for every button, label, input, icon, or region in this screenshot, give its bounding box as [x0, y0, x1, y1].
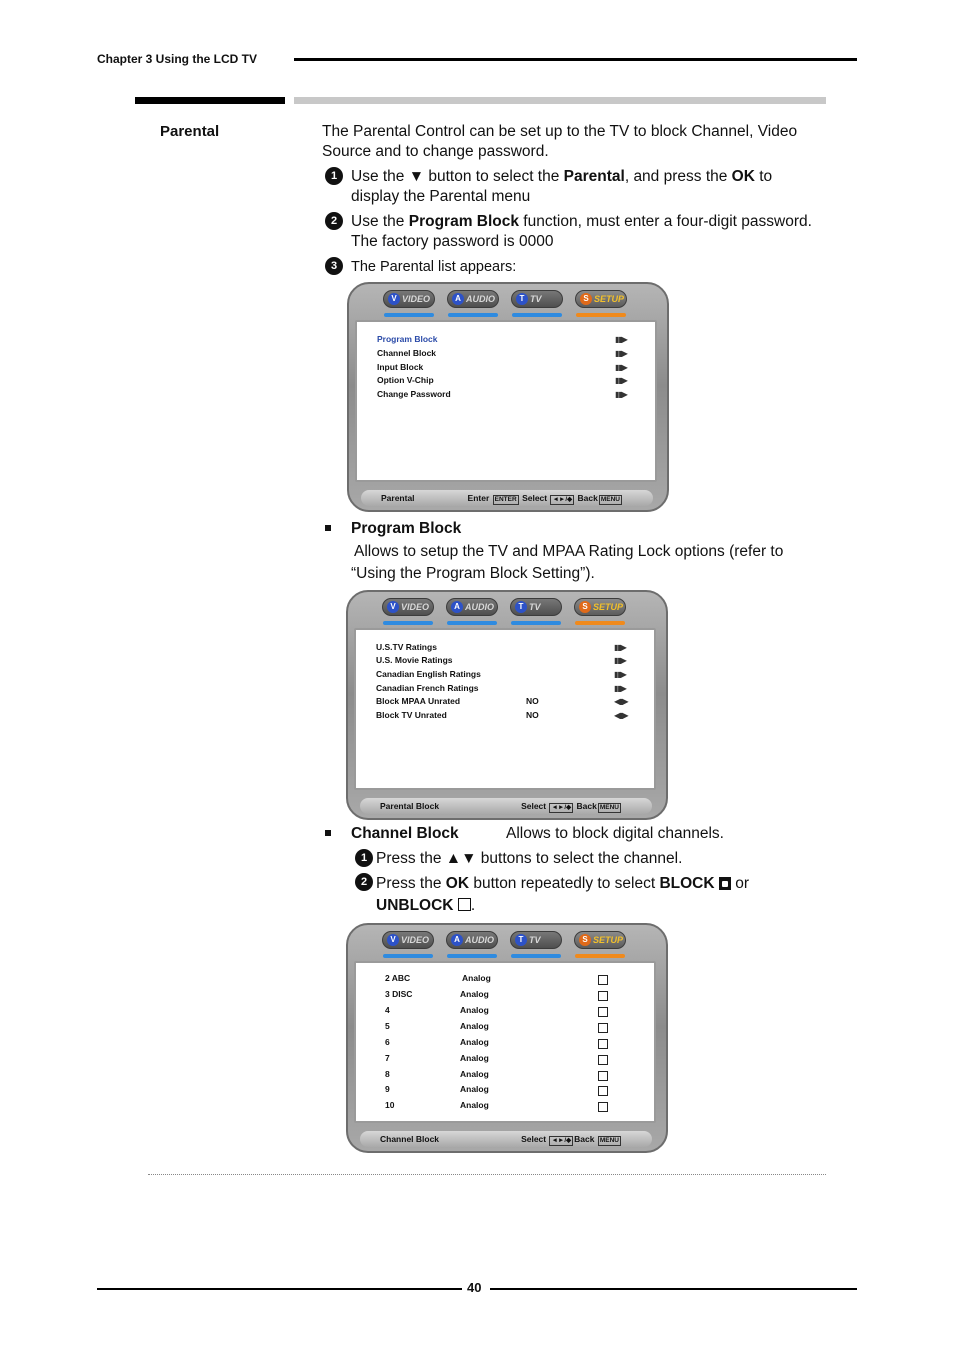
step-number-icon: 2 — [355, 873, 373, 891]
bullet-icon — [325, 830, 331, 836]
submenu-arrow-icon: ▮▮▶ — [614, 670, 626, 679]
step-number-icon: 1 — [355, 849, 373, 867]
menu-item-canadian-english[interactable]: Canadian English Ratings — [376, 669, 481, 679]
menu-item-canadian-french[interactable]: Canadian French Ratings — [376, 683, 479, 693]
menu-item-input-block[interactable]: Input Block — [377, 362, 424, 372]
step-text: Use the ▼ button to select the Parental, and press the OK to display the Parental menu — [351, 168, 773, 205]
page-number: 40 — [467, 1280, 482, 1295]
menu-item-us-tv-ratings[interactable]: U.S.TV Ratings — [376, 642, 437, 652]
video-icon: V — [388, 293, 400, 305]
tab-underline-active — [575, 954, 625, 958]
section-label: Parental — [160, 123, 220, 140]
footer-title: Parental Block — [380, 801, 440, 811]
channel-type: Analog — [460, 1053, 489, 1063]
mpaa-unrated-value: NO — [526, 696, 539, 706]
channel-number: 5 — [385, 1021, 390, 1031]
tab-underline — [512, 313, 562, 317]
enter-key-icon: ENTER — [494, 496, 517, 503]
menu-item-option-vchip[interactable]: Option V-Chip — [377, 375, 434, 385]
tv-screen-channel-block — [346, 923, 668, 1153]
tab-underline — [447, 621, 497, 625]
section-bar-light — [294, 97, 826, 104]
menu-panel — [354, 628, 656, 790]
submenu-arrow-icon: ▮▮▶ — [614, 656, 626, 665]
tab-tv[interactable]: T TV — [510, 598, 562, 616]
step-text: Use the Program Block function, must enter a four-digit password. The factory password is 0000 — [351, 213, 812, 250]
header-rule — [294, 58, 857, 61]
channel-checkbox[interactable] — [598, 1102, 608, 1112]
program-block-desc: Allows to setup the TV and MPAA Rating Lock options (refer to “Using the Program Block Setting”). — [351, 543, 784, 582]
channel-checkbox[interactable] — [598, 1039, 608, 1049]
left-right-arrow-icon: ◀▮▶ — [614, 697, 628, 706]
footer-hints: Enter ENTER Select ◄►/◆ Back MENU — [467, 493, 620, 503]
menu-key-icon: MENU — [600, 496, 620, 503]
channel-checkbox[interactable] — [598, 1023, 608, 1033]
tab-audio[interactable]: A AUDIO — [446, 598, 498, 616]
tab-underline — [447, 954, 497, 958]
tv-unrated-value: NO — [526, 710, 539, 720]
step-number: 2 — [325, 212, 343, 230]
tv-icon: T — [516, 293, 528, 305]
channel-type: Analog — [462, 973, 491, 983]
channel-type: Analog — [460, 1005, 489, 1015]
chapter-header: Chapter 3 Using the LCD TV — [97, 52, 258, 66]
tab-underline — [511, 621, 561, 625]
section-intro: The Parental Control can be set up to the TV to block Channel, Video Source and to change password. — [322, 123, 798, 160]
submenu-arrow-icon: ▮▮▶ — [615, 335, 627, 344]
channel-type: Analog — [460, 1037, 489, 1047]
video-icon: V — [387, 934, 399, 946]
channel-type: Analog — [460, 1069, 489, 1079]
tab-underline — [383, 621, 433, 625]
channel-number: 2 ABC — [385, 973, 411, 983]
channel-number: 10 — [385, 1100, 395, 1110]
tab-video[interactable]: V VIDEO — [382, 598, 434, 616]
channel-checkbox[interactable] — [598, 1086, 608, 1096]
unchecked-box-icon — [458, 898, 471, 911]
step-text: The Parental list appears: — [351, 259, 517, 275]
step-number: 1 — [325, 167, 343, 185]
nav-key-icon: ◄►/◆ — [552, 496, 573, 503]
footer-hints: Select ◄►/◆ Back MENU — [521, 801, 619, 811]
tab-audio[interactable]: A AUDIO — [447, 290, 499, 308]
footer-rule — [490, 1288, 857, 1290]
footer-title: Channel Block — [380, 1134, 440, 1144]
submenu-arrow-icon: ▮▮▶ — [615, 390, 627, 399]
channel-type: Analog — [460, 1084, 489, 1094]
audio-icon: A — [451, 934, 463, 946]
channel-step-2: Press the OK button repeatedly to select BLOCK or UNBLOCK . — [376, 875, 749, 914]
channel-type: Analog — [460, 989, 489, 999]
submenu-arrow-icon: ▮▮▶ — [615, 376, 627, 385]
channel-checkbox[interactable] — [598, 1055, 608, 1065]
tab-underline — [511, 954, 561, 958]
tv-icon: T — [515, 601, 527, 613]
channel-block-desc: Allows to block digital channels. — [506, 825, 724, 842]
channel-step-1: Press the ▲▼ buttons to select the channel. — [376, 850, 683, 867]
footer-rule — [97, 1288, 462, 1290]
channel-number: 6 — [385, 1037, 390, 1047]
tab-underline-active — [576, 313, 626, 317]
setup-icon: S — [579, 934, 591, 946]
tab-video[interactable]: V VIDEO — [382, 931, 434, 949]
tab-tv[interactable]: T TV — [510, 931, 562, 949]
channel-number: 3 DISC — [385, 989, 413, 999]
menu-item-block-tv-unrated[interactable]: Block TV Unrated — [376, 710, 447, 720]
submenu-arrow-icon: ▮▮▶ — [615, 349, 627, 358]
channel-number: 8 — [385, 1069, 390, 1079]
menu-item-block-mpaa-unrated[interactable]: Block MPAA Unrated — [376, 696, 461, 706]
left-right-arrow-icon: ◀▮▶ — [614, 711, 628, 720]
nav-key-icon: ◄►/◆ — [551, 1137, 572, 1144]
menu-item-change-password[interactable]: Change Password — [377, 389, 451, 399]
footer-title: Parental — [381, 493, 415, 503]
channel-checkbox[interactable] — [598, 975, 608, 985]
tab-audio[interactable]: A AUDIO — [446, 931, 498, 949]
lock-icon — [719, 877, 731, 890]
tab-underline — [448, 313, 498, 317]
up-down-arrows-icon: ▲▼ — [445, 850, 477, 867]
channel-list-panel — [354, 961, 656, 1123]
menu-key-icon: MENU — [599, 1137, 619, 1144]
submenu-arrow-icon: ▮▮▶ — [614, 643, 626, 652]
section-bar-dark — [135, 97, 285, 104]
channel-checkbox[interactable] — [598, 1071, 608, 1081]
bullet-icon — [325, 525, 331, 531]
channel-type: Analog — [460, 1021, 489, 1031]
menu-item-channel-block[interactable]: Channel Block — [377, 348, 437, 358]
menu-item-program-block[interactable]: Program Block — [377, 334, 438, 344]
tv-screen-parental-block — [346, 590, 668, 820]
setup-icon: S — [579, 601, 591, 613]
tv-screen-parental — [347, 282, 669, 512]
nav-key-icon: ◄►/◆ — [551, 804, 572, 811]
video-icon: V — [387, 601, 399, 613]
footer-hints: Select ◄►/◆ Back MENU — [521, 1134, 619, 1144]
tv-tab-bar — [383, 290, 637, 312]
channel-number: 7 — [385, 1053, 390, 1063]
submenu-arrow-icon: ▮▮▶ — [615, 363, 627, 372]
tv-icon: T — [515, 934, 527, 946]
tab-setup[interactable]: S SETUP — [574, 931, 626, 949]
menu-footer — [361, 490, 653, 506]
program-block-title: Program Block — [351, 520, 462, 537]
tab-underline — [384, 313, 434, 317]
audio-icon: A — [452, 293, 464, 305]
tab-underline — [383, 954, 433, 958]
menu-key-icon: MENU — [599, 804, 619, 811]
setup-icon: S — [580, 293, 592, 305]
tab-video[interactable]: V VIDEO — [383, 290, 435, 308]
channel-type: Analog — [460, 1100, 489, 1110]
menu-item-us-movie-ratings[interactable]: U.S. Movie Ratings — [376, 655, 453, 665]
menu-footer — [360, 1131, 652, 1147]
tab-tv[interactable]: T TV — [511, 290, 563, 308]
channel-number: 4 — [385, 1005, 390, 1015]
menu-panel — [355, 320, 657, 482]
channel-block-title: Channel Block — [351, 825, 459, 842]
section-divider — [148, 1174, 826, 1175]
channel-number: 9 — [385, 1084, 390, 1094]
tab-underline-active — [575, 621, 625, 625]
menu-footer — [360, 798, 652, 814]
step-number: 3 — [325, 257, 343, 275]
audio-icon: A — [451, 601, 463, 613]
channel-checkbox[interactable] — [598, 991, 608, 1001]
channel-checkbox[interactable] — [598, 1007, 608, 1017]
tab-setup[interactable]: S SETUP — [575, 290, 627, 308]
tv-tab-bar — [382, 598, 636, 620]
submenu-arrow-icon: ▮▮▶ — [614, 684, 626, 693]
tab-setup[interactable]: S SETUP — [574, 598, 626, 616]
tv-tab-bar — [382, 931, 636, 953]
